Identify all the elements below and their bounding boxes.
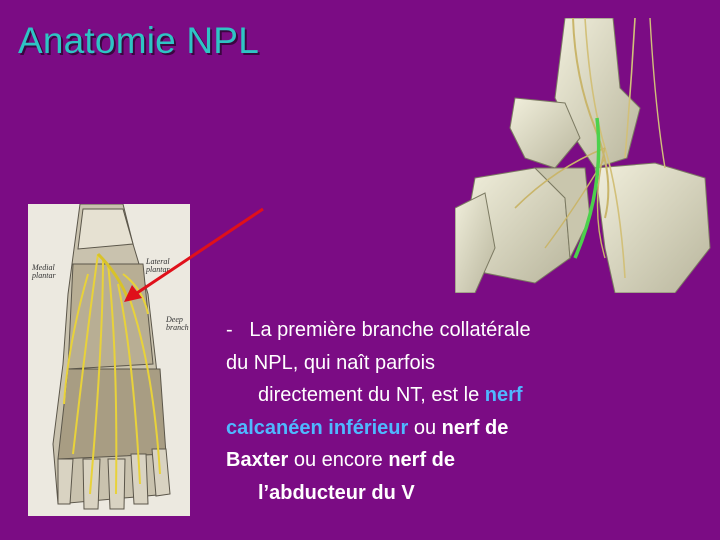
text-l4c: nerf de: [441, 416, 509, 439]
text-l3a: directement du NT, est le: [258, 384, 485, 406]
body-text: [226, 314, 696, 509]
text-line-5: [226, 444, 696, 477]
text-line-4: [226, 412, 696, 445]
bullet-dash: -: [226, 319, 233, 341]
text-l1: La première branche collatérale: [249, 319, 531, 341]
text-l4a: calcanéen inférieur: [226, 416, 409, 439]
text-l5c: nerf de: [388, 449, 456, 471]
foot-bones-illustration: [455, 18, 713, 293]
text-l5b: ou encore: [288, 449, 389, 471]
text-line-1: [226, 314, 696, 347]
text-line-3: [226, 379, 696, 412]
text-l2: du NPL, qui naît parfois: [226, 351, 436, 374]
label-deep-branch: Deep branch: [166, 315, 189, 332]
label-lateral-plantar: Lateral plantar: [146, 257, 170, 274]
red-arrow-icon: [120, 205, 270, 305]
text-line-6: [226, 477, 696, 510]
text-l3b: nerf: [484, 384, 523, 406]
label-medial-plantar: Medial plantar: [32, 263, 56, 280]
text-l5a: Baxter: [226, 449, 289, 471]
text-l6: l’abducteur du V: [258, 481, 415, 504]
text-l4b: ou: [408, 416, 442, 439]
slide-title: Anatomie NPL: [18, 20, 259, 61]
text-line-2: [226, 347, 696, 380]
